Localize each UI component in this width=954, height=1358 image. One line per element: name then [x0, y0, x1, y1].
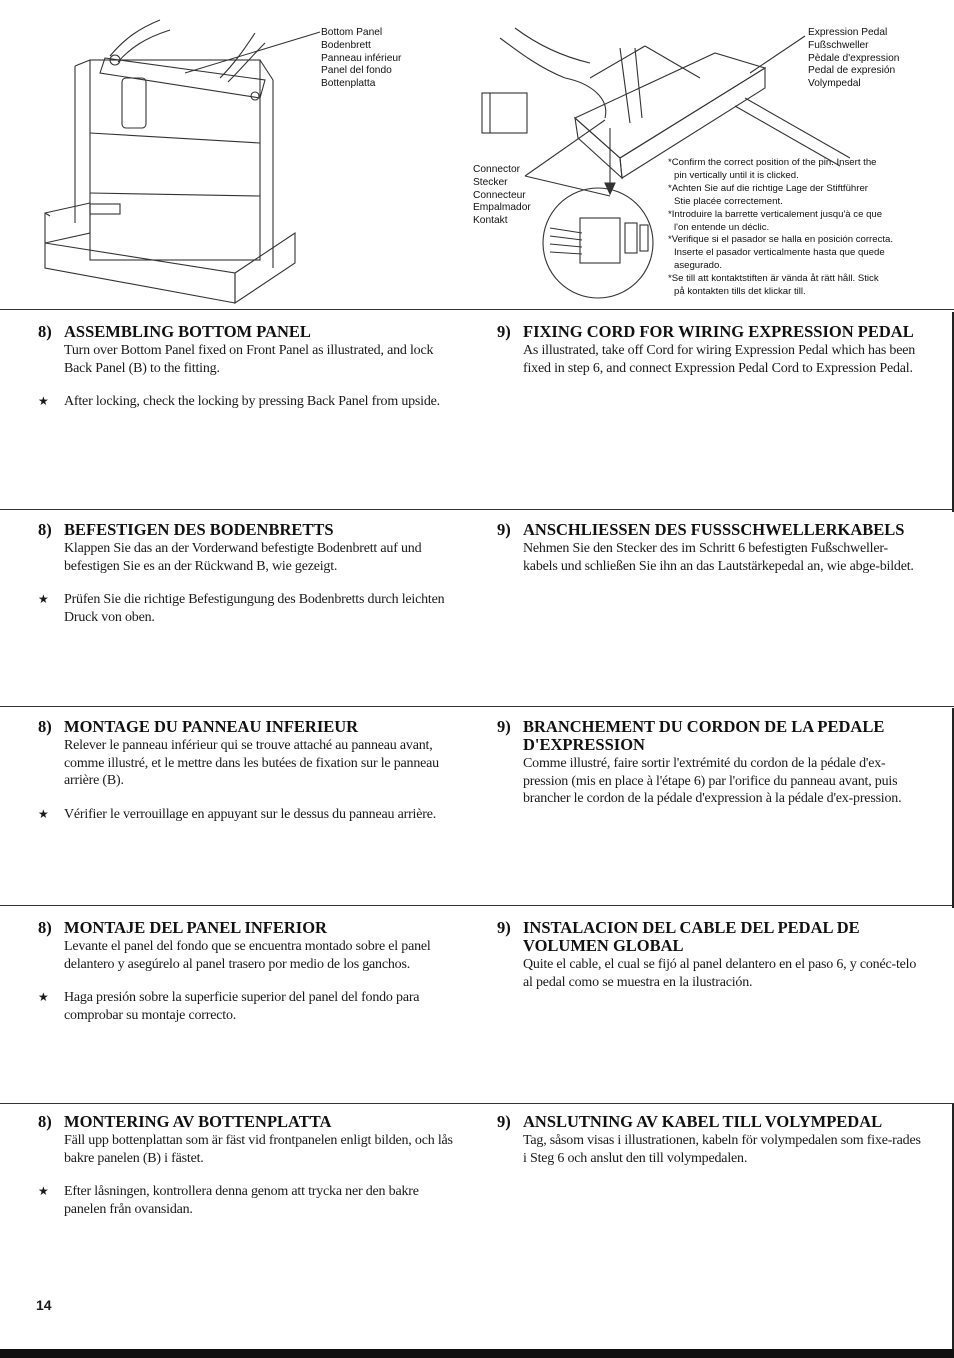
section-divider	[0, 509, 954, 510]
step-number: 9)	[497, 520, 511, 539]
step-body: Relever le panneau inférieur qui se trouve attaché au panneau avant, comme illustré, et le mettre dans les butées de fixation sur le panneau arrière (B).	[64, 738, 439, 788]
step-9-spanish	[497, 919, 922, 991]
step-number: 9)	[497, 918, 511, 937]
step-note	[38, 591, 463, 626]
step-heading	[38, 919, 463, 937]
step-heading	[38, 718, 463, 736]
step-note-text: Efter låsningen, kontrollera denna genom att trycka ner den bakre panelen från ovansidan.	[64, 1184, 419, 1217]
page-bottom-bar	[0, 1349, 954, 1358]
step-note-text: Prüfen Sie die richtige Befestigungung des Bodenbretts durch leichten Druck von oben.	[64, 592, 445, 625]
step-heading	[38, 323, 463, 341]
step-number: 8)	[38, 918, 52, 937]
step-body: Levante el panel del fondo que se encuentra montado sobre el panel delantero y asegúrelo al panel trasero por medio de los ganchos.	[64, 939, 431, 972]
note-line: *Confirm the correct position of the pin. Insert the	[668, 157, 877, 168]
step-number: 8)	[38, 322, 52, 341]
note-line: *Verifique si el pasador se halla en posición correcta.	[668, 234, 894, 246]
label-line: Bottom Panel	[321, 27, 383, 38]
note-line: *Introduire la barrette verticalement jusqu'à ce que	[668, 208, 883, 220]
label-line: Panneau inférieur	[321, 52, 402, 64]
label-line: Stecker	[473, 176, 508, 188]
step-number: 9)	[497, 1112, 511, 1131]
step-9-english	[497, 323, 922, 377]
step-body: Klappen Sie das an der Vorderwand befestigte Bodenbrett auf und befestigen Sie es an der Rückwand B, wie gezeigt.	[64, 541, 422, 574]
step-heading	[497, 1113, 922, 1131]
step-note	[38, 1183, 463, 1218]
label-line: Expression Pedal	[808, 27, 888, 38]
note-line: *Achten Sie auf die richtige Lage der Stiftführer	[668, 182, 868, 194]
step-number: 9)	[497, 322, 511, 341]
step-number: 9)	[497, 717, 511, 736]
step-9-swedish	[497, 1113, 922, 1167]
step-8-french	[38, 718, 463, 823]
section-divider	[0, 905, 954, 906]
section-divider	[0, 1103, 954, 1104]
step-title: INSTALACION DEL CABLE DEL PEDAL DE VOLUMEN GLOBAL	[523, 918, 860, 955]
section-divider	[0, 706, 954, 707]
star-icon: ★	[38, 1184, 49, 1198]
step-heading	[497, 323, 922, 341]
step-9-german	[497, 521, 922, 575]
note-line: *Se till att kontaktstiften är vända åt rätt håll. Stick	[668, 273, 879, 285]
step-title: ASSEMBLING BOTTOM PANEL	[64, 322, 311, 341]
label-line: Connecteur	[473, 189, 526, 201]
label-line: Empalmador	[473, 202, 531, 214]
step-9-french	[497, 718, 922, 808]
star-icon: ★	[38, 394, 49, 408]
step-body: Fäll upp bottenplattan som är fäst vid frontpanelen enligt bilden, och lås bakre panelen (B) i fästet.	[64, 1133, 453, 1166]
section-divider	[0, 309, 954, 310]
label-line: Volympedal	[808, 78, 861, 90]
step-number: 8)	[38, 520, 52, 539]
step-heading	[38, 1113, 463, 1131]
step-note	[38, 806, 463, 824]
note-line: på kontakten tills det klickar till.	[674, 286, 806, 298]
step-note-text: Haga presión sobre la superficie superior del panel del fondo para comprobar su montaje correcto.	[64, 990, 420, 1023]
step-8-swedish	[38, 1113, 463, 1218]
step-heading	[497, 521, 922, 539]
label-line: Bottenplatta	[321, 78, 376, 90]
label-line: Panel del fondo	[321, 65, 392, 77]
step-body: As illustrated, take off Cord for wiring Expression Pedal which has been fixed in step 6, and connect Expression Pedal Cord to Expression Pedal.	[523, 343, 916, 376]
step-heading	[497, 718, 922, 754]
note-line: pin vertically until it is clicked.	[674, 169, 799, 181]
step-heading	[497, 919, 922, 955]
page-number: 14	[36, 1297, 52, 1313]
step-8-english	[38, 323, 463, 411]
step-body: Turn over Bottom Panel fixed on Front Panel as illustrated, and lock Back Panel (B) to the fitting.	[64, 343, 434, 376]
bottom-panel-illustration	[30, 18, 330, 308]
step-title: ANSLUTNING AV KABEL TILL VOLYMPEDAL	[523, 1112, 883, 1131]
step-number: 8)	[38, 1112, 52, 1131]
expression-pedal-labels	[808, 27, 899, 91]
step-note	[38, 989, 463, 1024]
label-line: Kontakt	[473, 215, 508, 227]
step-note-text: After locking, check the locking by pressing Back Panel from upside.	[64, 394, 440, 409]
note-line: l'on entende un déclic.	[674, 221, 770, 233]
label-line: Pèdale d'expression	[808, 52, 900, 64]
step-body: Tag, såsom visas i illustrationen, kabeln för volympedalen som fixe-rades i Steg 6 och anslut den till volympedalen.	[523, 1133, 921, 1166]
step-body: Quite el cable, el cual se fijó al panel delantero en el paso 6, y conéc-telo al pedal como se muestra en la ilustración.	[523, 957, 917, 990]
step-note	[38, 393, 463, 411]
step-title: BEFESTIGEN DES BODENBRETTS	[64, 520, 334, 539]
step-heading	[38, 521, 463, 539]
label-line: Connector	[473, 164, 521, 175]
step-title: FIXING CORD FOR WIRING EXPRESSION PEDAL	[523, 322, 914, 341]
step-8-spanish	[38, 919, 463, 1024]
star-icon: ★	[38, 806, 49, 821]
step-note-text: Vérifier le verrouillage en appuyant sur le dessus du panneau arrière.	[64, 806, 437, 822]
step-title: MONTERING AV BOTTENPLATTA	[64, 1112, 332, 1131]
step-title: MONTAGE DU PANNEAU INFERIEUR	[64, 717, 359, 736]
step-title: ANSCHLIESSEN DES FUSSSCHWELLERKABELS	[523, 520, 905, 539]
star-icon: ★	[38, 592, 49, 606]
note-line: Inserte el pasador verticalmente hasta que quede	[674, 247, 885, 259]
star-icon: ★	[38, 990, 49, 1004]
label-line: Bodenbrett	[321, 39, 371, 51]
step-title: BRANCHEMENT DU CORDON DE LA PEDALE D'EXPRESSION	[523, 717, 885, 754]
label-line: Pedal de expresión	[808, 65, 896, 77]
note-line: asegurado.	[674, 260, 723, 272]
step-title: MONTAJE DEL PANEL INFERIOR	[64, 918, 327, 937]
step-number: 8)	[38, 717, 52, 736]
label-line: Fußschweller	[808, 39, 869, 51]
note-line: Stie placée correctement.	[674, 195, 783, 207]
bottom-panel-labels	[321, 27, 401, 91]
step-body: Nehmen Sie den Stecker des im Schritt 6 befestigten Fußschweller-kabels und schließen Sie ihn an das Lautstärkepedal an, wie abge-bildet.	[523, 541, 914, 574]
connector-labels	[473, 164, 531, 228]
step-8-german	[38, 521, 463, 626]
step-body: Comme illustré, faire sortir l'extrémité du cordon de la pédale d'ex-pression (mis en place à l'étape 6) par l'orifice du panneau avant, puis brancher le cordon de la pédale d'expression à la pédale d'ex-pression.	[523, 756, 902, 806]
pin-notes	[668, 157, 928, 299]
